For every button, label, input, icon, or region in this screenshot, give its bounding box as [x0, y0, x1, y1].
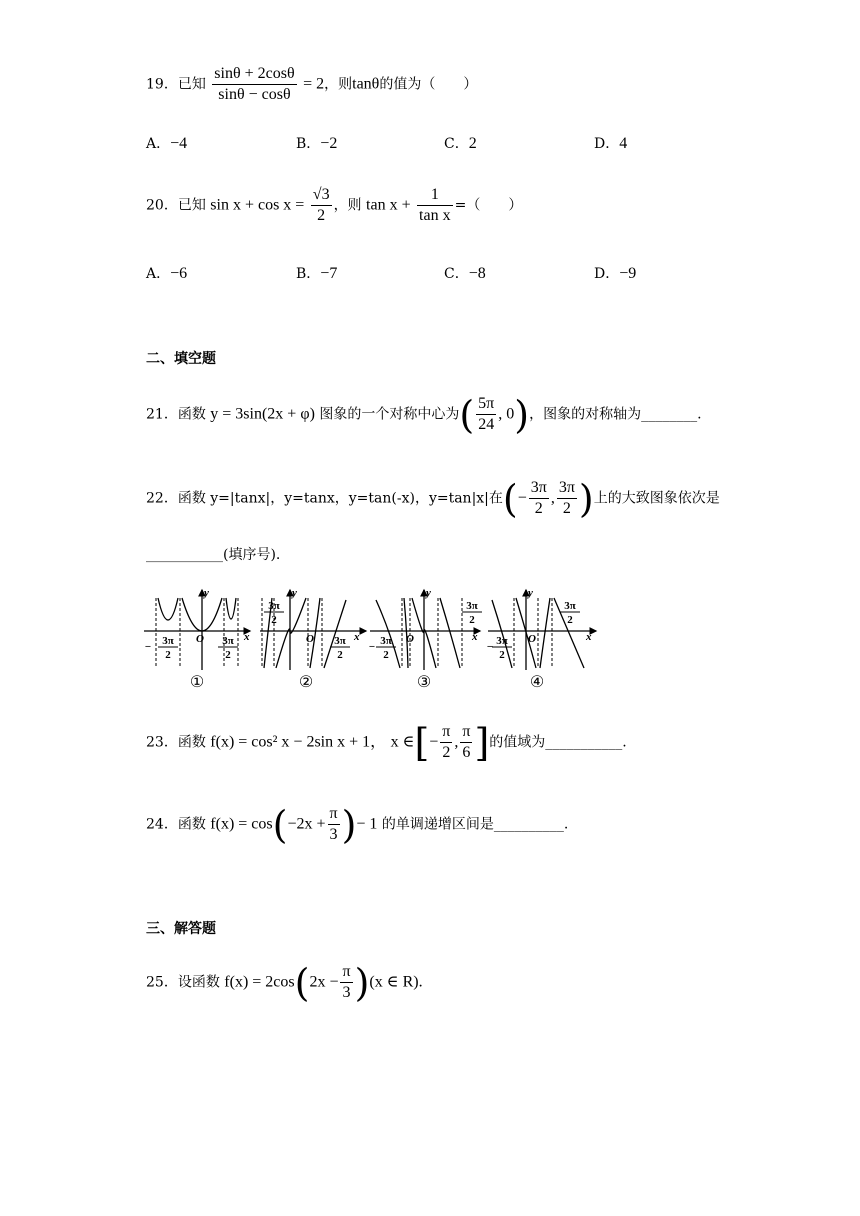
- tick-numerator: 3π: [380, 635, 392, 647]
- option-label: C．: [444, 266, 469, 282]
- question-21: [146, 394, 702, 435]
- tick-numerator: 3π: [268, 600, 280, 612]
- tick-denominator: 2: [567, 614, 573, 626]
- section-heading: 二、填空题: [146, 351, 216, 367]
- option-value: −8: [468, 265, 486, 282]
- fraction-numerator: π: [328, 804, 340, 825]
- question-text: 函数 y=|tanx|，y=tanx，y=tan(-x)，y=tan|x|在: [177, 490, 503, 507]
- fraction-denominator: 2: [562, 500, 571, 517]
- fraction-numerator: 1: [417, 185, 453, 206]
- question-24: [146, 804, 568, 845]
- math-expression: f(x) = cos: [210, 815, 273, 833]
- tick-numerator: 3π: [222, 635, 234, 647]
- minus-sign: −: [486, 641, 494, 653]
- fraction-denominator: 2: [442, 744, 451, 761]
- minus-sign: −: [429, 733, 439, 751]
- fraction-denominator: 3: [329, 826, 338, 843]
- left-bracket: [: [414, 720, 430, 765]
- math-target: tanθ: [352, 75, 380, 93]
- origin-label: O: [306, 633, 314, 645]
- fraction-denominator: sinθ − cosθ: [218, 86, 291, 103]
- fraction: [328, 804, 340, 845]
- option-label: A．: [146, 266, 171, 282]
- fraction-numerator: π: [460, 722, 472, 743]
- fraction-denominator: 2: [534, 500, 543, 517]
- option-value: −9: [619, 265, 637, 282]
- fraction: [212, 64, 296, 105]
- question-lead: 函数: [177, 734, 206, 751]
- tick-numerator: 3π: [496, 635, 508, 647]
- math-expression: 2x −: [309, 973, 339, 991]
- fraction-denominator: 3: [342, 984, 351, 1001]
- tick-numerator: 3π: [334, 635, 346, 647]
- y-axis-label: y: [292, 587, 297, 599]
- y-axis-label: y: [426, 587, 431, 599]
- tick-denominator: 2: [165, 649, 171, 661]
- option-c[interactable]: [444, 263, 486, 283]
- question-22: [146, 478, 720, 519]
- question-number: 19．: [146, 76, 178, 93]
- graph-label-4: ④: [529, 674, 545, 691]
- fraction: [529, 478, 549, 519]
- question-20: [146, 185, 522, 226]
- question-lead: 已知: [177, 76, 206, 93]
- tick-denominator: 2: [499, 649, 505, 661]
- fraction: [311, 185, 332, 226]
- domain-expression: (x ∈ R).: [369, 973, 423, 991]
- question-lead: 函数: [177, 406, 206, 423]
- option-label: D．: [594, 136, 620, 152]
- question-number: 20．: [146, 197, 178, 214]
- fraction: [460, 722, 472, 763]
- tick-numerator: 3π: [564, 600, 576, 612]
- option-label: B．: [296, 136, 321, 152]
- fraction: [557, 478, 577, 519]
- graph-label-2: ②: [298, 674, 314, 691]
- minus-sign: −: [368, 641, 376, 653]
- question-ask: 上的大致图象依次是: [593, 490, 720, 507]
- tick-denominator: 2: [225, 649, 231, 661]
- x-axis-label: x: [586, 631, 592, 643]
- minus-sign: −: [144, 641, 152, 653]
- right-paren: ): [514, 392, 530, 437]
- origin-label: O: [406, 633, 414, 645]
- math-expression: f(x) = 2cos: [224, 973, 295, 991]
- right-bracket: ]: [474, 720, 490, 765]
- left-paren: (: [502, 476, 518, 521]
- option-d[interactable]: [594, 263, 636, 283]
- x-axis-label: x: [244, 631, 250, 643]
- math-expression: sin x + cos x =: [210, 196, 305, 214]
- right-paren: ): [354, 960, 370, 1005]
- question-number: 22．: [146, 490, 178, 507]
- fraction: [476, 394, 496, 435]
- point-coordinate: , 0: [498, 405, 515, 423]
- fraction-denominator: 2: [317, 207, 326, 224]
- fraction-numerator: sinθ + 2cosθ: [212, 64, 296, 85]
- tick-denominator: 2: [383, 649, 389, 661]
- fraction-numerator: 5π: [476, 394, 496, 415]
- fraction: [440, 722, 452, 763]
- question-number: 23．: [146, 734, 178, 751]
- tick-numerator: 3π: [162, 635, 174, 647]
- y-axis-label: y: [204, 587, 209, 599]
- option-label: A．: [146, 136, 171, 152]
- question-25: [146, 962, 423, 1003]
- tick-numerator: 3π: [466, 600, 478, 612]
- option-value: −2: [320, 135, 338, 152]
- fraction: [417, 185, 453, 226]
- option-b[interactable]: [296, 263, 337, 283]
- option-value: 4: [619, 135, 628, 152]
- option-value: −7: [320, 265, 338, 282]
- option-label: D．: [594, 266, 620, 282]
- option-label: C．: [444, 136, 469, 152]
- math-expression: tan x +: [366, 196, 411, 214]
- fraction: [340, 962, 352, 1003]
- graph-1: [144, 590, 250, 670]
- origin-label: O: [196, 633, 204, 645]
- tick-denominator: 2: [271, 614, 277, 626]
- option-a[interactable]: [146, 263, 187, 283]
- option-d[interactable]: [594, 133, 627, 153]
- fraction-denominator: 24: [478, 416, 495, 433]
- section-heading: 三、解答题: [146, 921, 216, 937]
- option-c[interactable]: [444, 133, 477, 153]
- fraction-denominator: tan x: [419, 207, 451, 224]
- question-lead: 函数: [177, 816, 206, 833]
- question-ask: 的值域为___________.: [489, 734, 627, 751]
- left-paren: (: [459, 392, 475, 437]
- math-expression: − 1: [356, 815, 378, 833]
- option-value: 2: [468, 135, 477, 152]
- tick-denominator: 2: [469, 614, 475, 626]
- fraction-numerator: 3π: [529, 478, 549, 499]
- comma: ,: [454, 733, 459, 751]
- fraction-denominator: 6: [462, 744, 471, 761]
- question-19: [146, 64, 477, 105]
- left-paren: (: [272, 802, 288, 847]
- comma: ,: [550, 489, 555, 507]
- y-axis-label: y: [528, 587, 533, 599]
- question-lead: 设函数: [177, 974, 220, 991]
- answer-blank-line: ___________(填序号).: [146, 547, 281, 563]
- question-ask: 的单调递增区间是__________.: [381, 816, 569, 833]
- question-ask: 的值为（ ）: [379, 76, 478, 93]
- fraction-numerator: √3: [311, 185, 332, 206]
- question-ask: =（ ）: [454, 197, 523, 214]
- question-23: [146, 722, 627, 763]
- fraction-numerator: π: [340, 962, 352, 983]
- option-value: −6: [170, 265, 188, 282]
- minus-sign: −: [517, 489, 527, 507]
- option-b[interactable]: [296, 133, 337, 153]
- equation-rhs: = 2: [303, 75, 325, 93]
- tan-graphs-figure: [140, 580, 610, 692]
- math-expression: y = 3sin(2x + φ): [210, 405, 315, 423]
- graph-label-3: ③: [416, 674, 432, 691]
- question-text: ，则: [333, 197, 362, 214]
- fraction-numerator: 3π: [557, 478, 577, 499]
- question-number: 25．: [146, 974, 178, 991]
- question-text: 图象的一个对称中心为: [319, 406, 460, 423]
- question-text: ，则: [324, 76, 353, 93]
- math-expression: f(x) = cos² x − 2sin x + 1，: [210, 733, 387, 751]
- right-paren: ): [578, 476, 594, 521]
- math-expression: −2x +: [287, 815, 326, 833]
- left-paren: (: [294, 960, 310, 1005]
- option-label: B．: [296, 266, 321, 282]
- math-membership: x ∈: [390, 733, 415, 751]
- origin-label: O: [528, 633, 536, 645]
- x-axis-label: x: [472, 631, 478, 643]
- question-lead: 已知: [177, 197, 206, 214]
- tick-denominator: 2: [337, 649, 343, 661]
- option-value: −4: [170, 135, 188, 152]
- graph-label-1: ①: [189, 674, 205, 691]
- right-paren: ): [341, 802, 357, 847]
- fraction-numerator: π: [440, 722, 452, 743]
- option-a[interactable]: [146, 133, 187, 153]
- x-axis-label: x: [354, 631, 360, 643]
- question-number: 21．: [146, 406, 178, 423]
- question-ask: ，图象的对称轴为________.: [529, 406, 702, 423]
- question-number: 24．: [146, 816, 178, 833]
